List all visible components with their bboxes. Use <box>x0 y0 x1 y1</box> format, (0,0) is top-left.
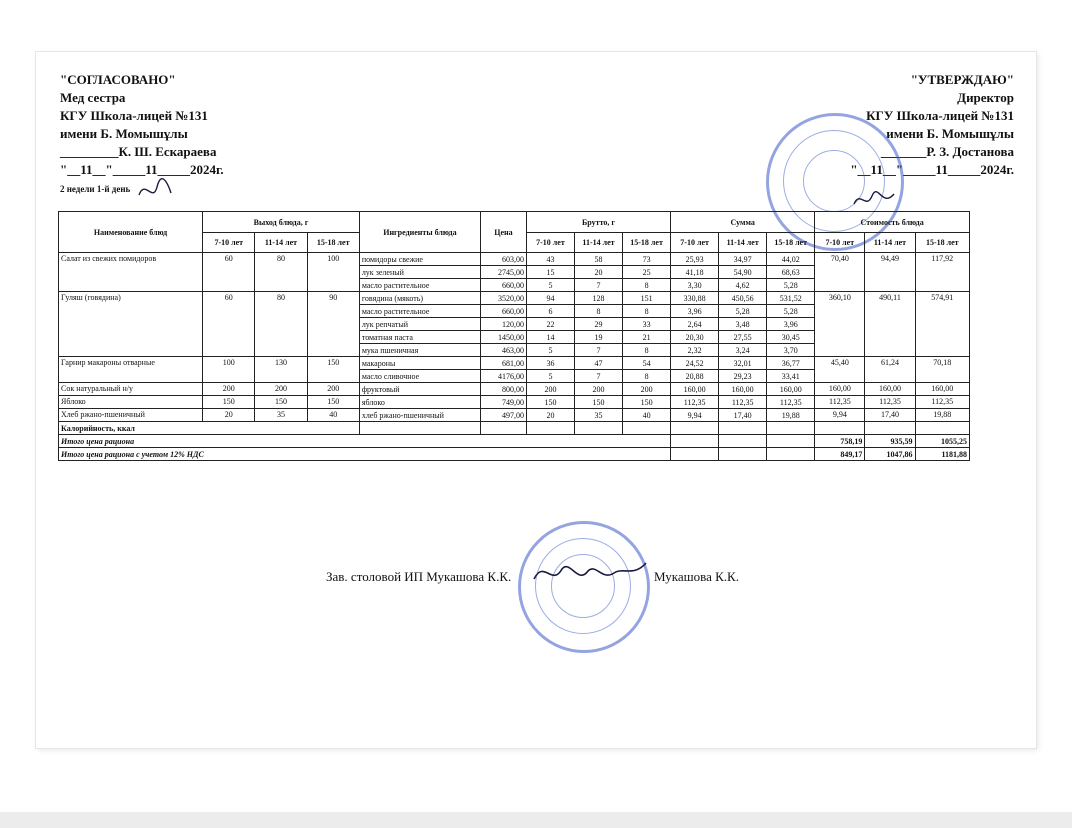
ingredient-gross: 5 <box>526 370 574 383</box>
ingredient-price: 2745,00 <box>480 266 526 279</box>
signature-right <box>852 188 896 212</box>
age-header-output: 15-18 лет <box>307 233 359 253</box>
approval-role: Директор <box>957 90 1014 105</box>
ingredient-name: яблоко <box>359 396 480 409</box>
dish-name: Хлеб ржано-пшеничный <box>59 409 203 422</box>
empty-cell <box>671 422 719 435</box>
signature-canteen <box>530 557 650 591</box>
ingredient-gross: 54 <box>623 357 671 370</box>
footer-right: Мукашова К.К. <box>654 569 739 584</box>
ingredient-gross: 8 <box>623 370 671 383</box>
ingredient-gross: 21 <box>623 331 671 344</box>
col-dish: Наименование блюд <box>59 212 203 253</box>
ingredient-gross: 20 <box>574 266 622 279</box>
ingredient-name: мука пшеничная <box>359 344 480 357</box>
ingredient-gross: 8 <box>623 305 671 318</box>
ingredient-name: лук репчатый <box>359 318 480 331</box>
ingredient-gross: 94 <box>526 292 574 305</box>
dish-cost: 45,40 <box>815 357 865 383</box>
ingredient-name: фруктовый <box>359 383 480 396</box>
dish-cost: 490,11 <box>865 292 915 357</box>
ingredient-gross: 43 <box>526 253 574 266</box>
ingredient-gross: 22 <box>526 318 574 331</box>
ingredient-gross: 8 <box>574 305 622 318</box>
dish-cost: 160,00 <box>815 383 865 396</box>
ingredient-sum: 20,88 <box>671 370 719 383</box>
empty-cell <box>671 448 719 461</box>
ingredient-gross: 200 <box>526 383 574 396</box>
total-value: 849,17 <box>815 448 865 461</box>
table-row <box>59 357 970 370</box>
age-header-sum: 15-18 лет <box>767 233 815 253</box>
ingredient-sum: 17,40 <box>719 409 767 422</box>
approval-org: КГУ Школа-лицей №131 <box>60 108 208 123</box>
ingredient-gross: 7 <box>574 344 622 357</box>
dish-cost: 574,91 <box>915 292 969 357</box>
ingredient-name: томатная паста <box>359 331 480 344</box>
ingredient-sum: 112,35 <box>767 396 815 409</box>
ingredient-sum: 160,00 <box>719 383 767 396</box>
ingredient-sum: 54,90 <box>719 266 767 279</box>
ingredient-sum: 20,30 <box>671 331 719 344</box>
ingredient-sum: 450,56 <box>719 292 767 305</box>
dish-cost: 19,88 <box>915 409 969 422</box>
dish-output: 200 <box>203 383 255 396</box>
age-header-output: 11-14 лет <box>255 233 307 253</box>
ingredient-sum: 41,18 <box>671 266 719 279</box>
dish-name: Сок натуральный н/у <box>59 383 203 396</box>
dish-output: 130 <box>255 357 307 383</box>
dish-cost: 9,94 <box>815 409 865 422</box>
empty-cell <box>767 422 815 435</box>
ingredient-sum: 531,52 <box>767 292 815 305</box>
dish-output: 150 <box>255 396 307 409</box>
dish-output: 150 <box>203 396 255 409</box>
approval-date: "__11__"_____11_____2024г. <box>60 162 224 177</box>
col-output: Выход блюда, г <box>203 212 360 233</box>
table-row <box>59 383 970 396</box>
age-header-output: 7-10 лет <box>203 233 255 253</box>
ingredient-sum: 34,97 <box>719 253 767 266</box>
ingredient-sum: 3,96 <box>671 305 719 318</box>
approval-org: КГУ Школа-лицей №131 <box>866 108 1014 123</box>
total-label: Итого цена рациона с учетом 12% НДС <box>59 448 671 461</box>
dish-output: 200 <box>255 383 307 396</box>
dish-cost: 17,40 <box>865 409 915 422</box>
ingredient-sum: 4,62 <box>719 279 767 292</box>
empty-cell <box>719 448 767 461</box>
total-value: 758,19 <box>815 435 865 448</box>
ingredient-gross: 14 <box>526 331 574 344</box>
col-gross: Брутто, г <box>526 212 670 233</box>
ingredient-gross: 5 <box>526 279 574 292</box>
ingredient-gross: 7 <box>574 370 622 383</box>
ingredient-gross: 35 <box>574 409 622 422</box>
ingredient-price: 749,00 <box>480 396 526 409</box>
week-label: 2 недели 1-й день <box>60 184 131 194</box>
ingredient-gross: 20 <box>526 409 574 422</box>
dish-output: 150 <box>307 396 359 409</box>
empty-cell <box>915 422 969 435</box>
ingredient-name: лук зеленый <box>359 266 480 279</box>
ingredient-gross: 6 <box>526 305 574 318</box>
total-vat-row <box>59 448 970 461</box>
ingredient-gross: 8 <box>623 344 671 357</box>
dish-output: 100 <box>203 357 255 383</box>
ingredient-price: 463,00 <box>480 344 526 357</box>
ingredient-gross: 128 <box>574 292 622 305</box>
dish-name: Яблоко <box>59 396 203 409</box>
ingredient-name: масло сливочное <box>359 370 480 383</box>
empty-cell <box>671 435 719 448</box>
ingredient-name: масло растительное <box>359 279 480 292</box>
table-row <box>59 409 970 422</box>
total-value: 1047,86 <box>865 448 915 461</box>
ingredient-sum: 112,35 <box>671 396 719 409</box>
ingredient-gross: 7 <box>574 279 622 292</box>
dish-output: 200 <box>307 383 359 396</box>
empty-cell <box>815 422 865 435</box>
dish-cost: 112,35 <box>865 396 915 409</box>
dish-cost: 94,49 <box>865 253 915 292</box>
ingredient-gross: 58 <box>574 253 622 266</box>
ingredient-gross: 73 <box>623 253 671 266</box>
empty-cell <box>359 422 480 435</box>
ingredient-price: 3520,00 <box>480 292 526 305</box>
dish-output: 100 <box>307 253 359 292</box>
dish-name: Гарнир макароны отварные <box>59 357 203 383</box>
ingredient-gross: 47 <box>574 357 622 370</box>
dish-output: 80 <box>255 253 307 292</box>
ingredient-name: масло растительное <box>359 305 480 318</box>
approval-named: имени Б. Момышұлы <box>886 126 1014 141</box>
total-label: Итого цена рациона <box>59 435 671 448</box>
age-header-sum: 7-10 лет <box>671 233 719 253</box>
ingredient-sum: 27,55 <box>719 331 767 344</box>
approval-title: "УТВЕРЖДАЮ" <box>910 72 1014 87</box>
dish-output: 60 <box>203 292 255 357</box>
ingredient-price: 120,00 <box>480 318 526 331</box>
age-header-cost: 7-10 лет <box>815 233 865 253</box>
empty-cell <box>719 422 767 435</box>
total-value: 935,59 <box>865 435 915 448</box>
approval-signer: _______Р. З. Достанова <box>880 144 1014 159</box>
signature-left <box>135 175 175 205</box>
ingredient-price: 497,00 <box>480 409 526 422</box>
age-header-cost: 15-18 лет <box>915 233 969 253</box>
ingredient-gross: 150 <box>623 396 671 409</box>
ingredient-sum: 36,77 <box>767 357 815 370</box>
ingredient-gross: 150 <box>574 396 622 409</box>
dish-name: Салат из свежих помидоров <box>59 253 203 292</box>
ingredient-sum: 2,32 <box>671 344 719 357</box>
total-row <box>59 435 970 448</box>
ingredient-sum: 3,70 <box>767 344 815 357</box>
ingredient-name: хлеб ржано-пшеничный <box>359 409 480 422</box>
ingredient-sum: 112,35 <box>719 396 767 409</box>
footer-signatures <box>326 569 739 585</box>
ingredient-gross: 15 <box>526 266 574 279</box>
table-row <box>59 292 970 305</box>
col-price: Цена <box>480 212 526 253</box>
ingredient-sum: 32,01 <box>719 357 767 370</box>
ingredient-sum: 30,45 <box>767 331 815 344</box>
dish-name: Гуляш (говядина) <box>59 292 203 357</box>
dish-cost: 70,18 <box>915 357 969 383</box>
ingredient-price: 603,00 <box>480 253 526 266</box>
ingredient-price: 4176,00 <box>480 370 526 383</box>
dish-cost: 112,35 <box>815 396 865 409</box>
dish-cost: 160,00 <box>915 383 969 396</box>
dish-cost: 61,24 <box>865 357 915 383</box>
ingredient-sum: 2,64 <box>671 318 719 331</box>
dish-output: 20 <box>203 409 255 422</box>
ingredient-name: макароны <box>359 357 480 370</box>
ingredient-gross: 150 <box>526 396 574 409</box>
ingredient-sum: 160,00 <box>767 383 815 396</box>
empty-cell <box>480 422 526 435</box>
empty-cell <box>719 435 767 448</box>
empty-cell <box>623 422 671 435</box>
age-header-gross: 7-10 лет <box>526 233 574 253</box>
dish-output: 35 <box>255 409 307 422</box>
ingredient-sum: 19,88 <box>767 409 815 422</box>
ingredient-sum: 29,23 <box>719 370 767 383</box>
empty-cell <box>767 435 815 448</box>
empty-cell <box>865 422 915 435</box>
calories-label: Калорийность, ккал <box>59 422 360 435</box>
ingredient-price: 681,00 <box>480 357 526 370</box>
ingredient-price: 800,00 <box>480 383 526 396</box>
ingredient-gross: 200 <box>574 383 622 396</box>
ingredient-sum: 3,24 <box>719 344 767 357</box>
table-row <box>59 396 970 409</box>
approval-named: имени Б. Момышұлы <box>60 126 188 141</box>
dish-cost: 160,00 <box>865 383 915 396</box>
ingredient-sum: 68,63 <box>767 266 815 279</box>
ingredient-sum: 5,28 <box>767 305 815 318</box>
total-value: 1181,88 <box>915 448 969 461</box>
ingredient-price: 660,00 <box>480 279 526 292</box>
approval-signer: _________К. Ш. Ескараева <box>60 144 217 159</box>
ingredient-sum: 25,93 <box>671 253 719 266</box>
ingredient-gross: 151 <box>623 292 671 305</box>
ingredient-sum: 5,28 <box>719 305 767 318</box>
ingredient-sum: 3,48 <box>719 318 767 331</box>
dish-output: 60 <box>203 253 255 292</box>
table-row <box>59 253 970 266</box>
dish-cost: 70,40 <box>815 253 865 292</box>
dish-cost: 117,92 <box>915 253 969 292</box>
bottom-bar <box>0 812 1072 828</box>
ingredient-sum: 330,88 <box>671 292 719 305</box>
empty-cell <box>767 448 815 461</box>
ingredient-gross: 29 <box>574 318 622 331</box>
ingredient-gross: 33 <box>623 318 671 331</box>
dish-cost: 112,35 <box>915 396 969 409</box>
approval-date: "__11__"_____11_____2024г. <box>850 162 1014 177</box>
empty-cell <box>574 422 622 435</box>
ingredient-price: 660,00 <box>480 305 526 318</box>
ingredient-name: говядина (мякоть) <box>359 292 480 305</box>
ingredient-sum: 9,94 <box>671 409 719 422</box>
dish-output: 40 <box>307 409 359 422</box>
ingredient-gross: 200 <box>623 383 671 396</box>
col-sum: Сумма <box>671 212 815 233</box>
ingredient-sum: 44,02 <box>767 253 815 266</box>
ingredient-sum: 3,30 <box>671 279 719 292</box>
ingredient-gross: 8 <box>623 279 671 292</box>
approval-role: Мед сестра <box>60 90 126 105</box>
calories-row <box>59 422 970 435</box>
menu-table <box>58 211 970 461</box>
ingredient-gross: 5 <box>526 344 574 357</box>
age-header-gross: 11-14 лет <box>574 233 622 253</box>
footer-left: Зав. столовой ИП Мукашова К.К. <box>326 569 512 584</box>
age-header-sum: 11-14 лет <box>719 233 767 253</box>
ingredient-name: помидоры свежие <box>359 253 480 266</box>
dish-output: 90 <box>307 292 359 357</box>
age-header-cost: 11-14 лет <box>865 233 915 253</box>
ingredient-gross: 36 <box>526 357 574 370</box>
ingredient-price: 1450,00 <box>480 331 526 344</box>
ingredient-sum: 160,00 <box>671 383 719 396</box>
ingredient-gross: 19 <box>574 331 622 344</box>
total-value: 1055,25 <box>915 435 969 448</box>
ingredient-gross: 25 <box>623 266 671 279</box>
ingredient-sum: 5,28 <box>767 279 815 292</box>
ingredient-gross: 40 <box>623 409 671 422</box>
ingredient-sum: 3,96 <box>767 318 815 331</box>
dish-output: 150 <box>307 357 359 383</box>
empty-cell <box>526 422 574 435</box>
col-cost: Стоимость блюда <box>815 212 970 233</box>
approval-title: "СОГЛАСОВАНО" <box>60 72 176 87</box>
approval-block-left <box>60 71 224 179</box>
ingredient-sum: 33,41 <box>767 370 815 383</box>
dish-output: 80 <box>255 292 307 357</box>
dish-cost: 360,10 <box>815 292 865 357</box>
col-ingredients: Ингредиенты блюда <box>359 212 480 253</box>
ingredient-sum: 24,52 <box>671 357 719 370</box>
age-header-gross: 15-18 лет <box>623 233 671 253</box>
